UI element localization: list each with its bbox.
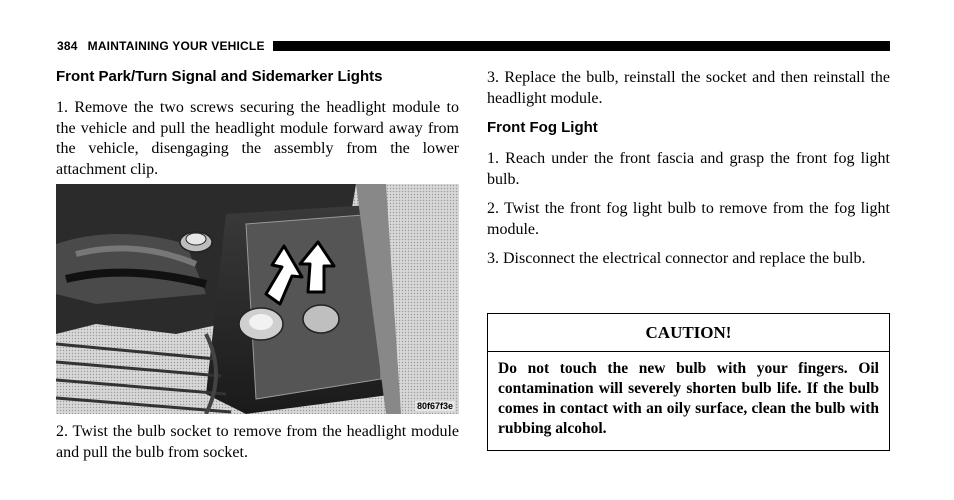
caution-body: Do not touch the new bulb with your fingers. Oil contamination will severely shorten bulb life. If the bulb comes in contact with an oily surface, clean the bulb with rubbing alcohol. — [498, 360, 879, 437]
fog-step-3: 3. Disconnect the electrical connector and replace the bulb. — [487, 250, 866, 267]
fog-step-2: 2. Twist the front fog light bulb to remove from the fog light module. — [487, 200, 890, 238]
page-header — [57, 38, 890, 54]
section-heading-park-turn: Front Park/Turn Signal and Sidemarker Lights — [56, 68, 383, 85]
header-rule — [273, 41, 890, 51]
fog-step-1: 1. Reach under the front fascia and grasp the front fog light bulb. — [487, 150, 890, 188]
section-heading-fog-light: Front Fog Light — [487, 119, 598, 136]
step-3-replace-bulb: 3. Replace the bulb, reinstall the socket and then reinstall the headlight module. — [487, 69, 890, 107]
step-1-remove-screws: 1. Remove the two screws securing the headlight module to the vehicle and pull the headlight module forward away from the vehicle, disengaging the assembly from the lower attachment clip. — [56, 99, 459, 178]
engine-bay-illustration — [56, 184, 459, 414]
figure-code: 80f67f3e — [416, 401, 453, 411]
page-number: 384 — [57, 39, 78, 53]
caution-box — [487, 313, 890, 451]
engine-bay-drawing — [56, 184, 459, 414]
section-title: MAINTAINING YOUR VEHICLE — [87, 39, 265, 53]
step-2-twist-socket: 2. Twist the bulb socket to remove from the headlight module and pull the bulb from socket. — [56, 423, 459, 461]
caution-title: CAUTION! — [488, 314, 889, 352]
